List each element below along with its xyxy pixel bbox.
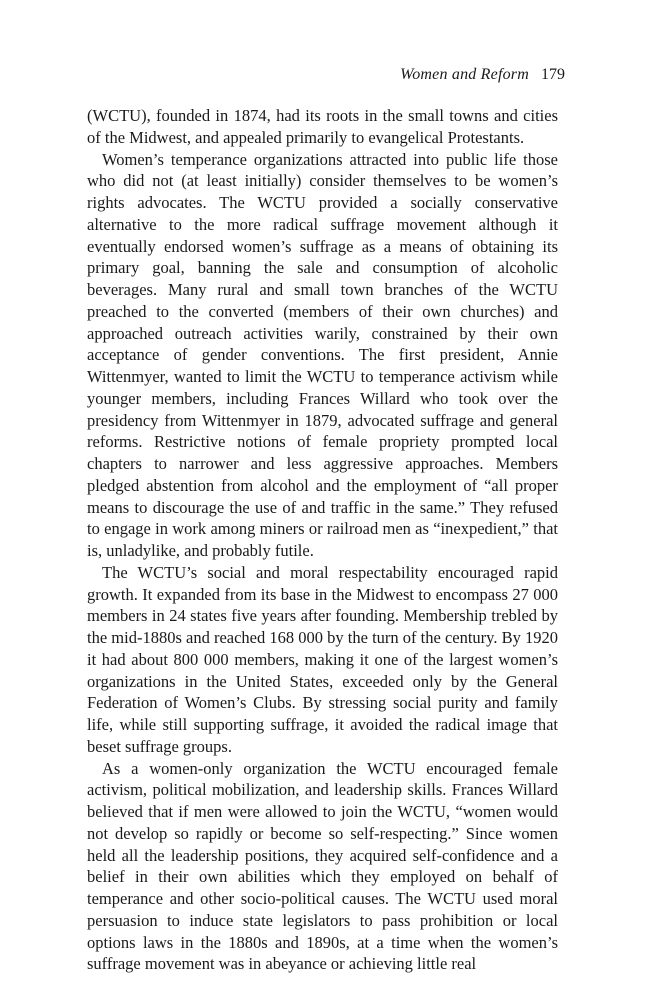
- paragraph: Women’s temperance organizations attracted into public life those who did not (at least initially) consider themselves to be women’s rights advocates. The WCTU provided a socially conservative alternative to the more radical suffrage movement although it eventually endorsed women’s suffrage as a means of obtaining its primary goal, banning the sale and consumption of alcoholic beverages. Many rural and small town branches of the WCTU preached to the converted (members of their own churches) and approached outreach activities warily, constrained by their own acceptance of gender conventions. The first president, Annie Wittenmyer, wanted to limit the WCTU to temperance activism while younger members, including Frances Willard who took over the presidency from Wittenmyer in 1879, advocated suffrage and general reforms. Restrictive notions of female propriety prompted local chapters to narrower and less aggressive approaches. Members pledged abstention from alcohol and the employment of “all proper means to discourage the use of and traffic in the same.” They refused to engage in work among miners or railroad men as “inexpedient,” that is, unladylike, and probably futile.: [87, 149, 558, 560]
- paragraph: As a women-only organization the WCTU encouraged female activism, political mobilization, and leadership skills. Frances Willard believed that if men were allowed to join the WCTU, “women would not develop so rapidly or become so self-respecting.” Since women held all the leadership positions, they acquired self-confidence and a belief in their own abilities which they employed on behalf of temperance and other socio-political causes. The WCTU used moral persuasion to induce state legislators to pass prohibition or local options laws in the 1880s and 1890s, at a time when the women’s suffrage movement was in abeyance or achieving little real: [87, 758, 558, 974]
- page-number: 179: [541, 66, 565, 83]
- paragraph-continued: (WCTU), founded in 1874, had its roots in the small towns and cities of the Midwest, and appealed primarily to evangelical Protestants.: [87, 106, 558, 147]
- running-head-title: Women and Reform: [400, 66, 529, 83]
- body-text: [87, 105, 558, 975]
- paragraph: The WCTU’s social and moral respectability encouraged rapid growth. It expanded from its base in the Midwest to encompass 27 000 members in 24 states five years after founding. Membership trebled by the mid-1880s and reached 168 000 by the turn of the century. By 1920 it had about 800 000 members, making it one of the largest women’s organizations in the United States, exceeded only by the General Federation of Women’s Clubs. By stressing social purity and family life, while still supporting suffrage, it avoided the radical image that beset suffrage groups.: [87, 562, 558, 756]
- running-head: [400, 64, 565, 86]
